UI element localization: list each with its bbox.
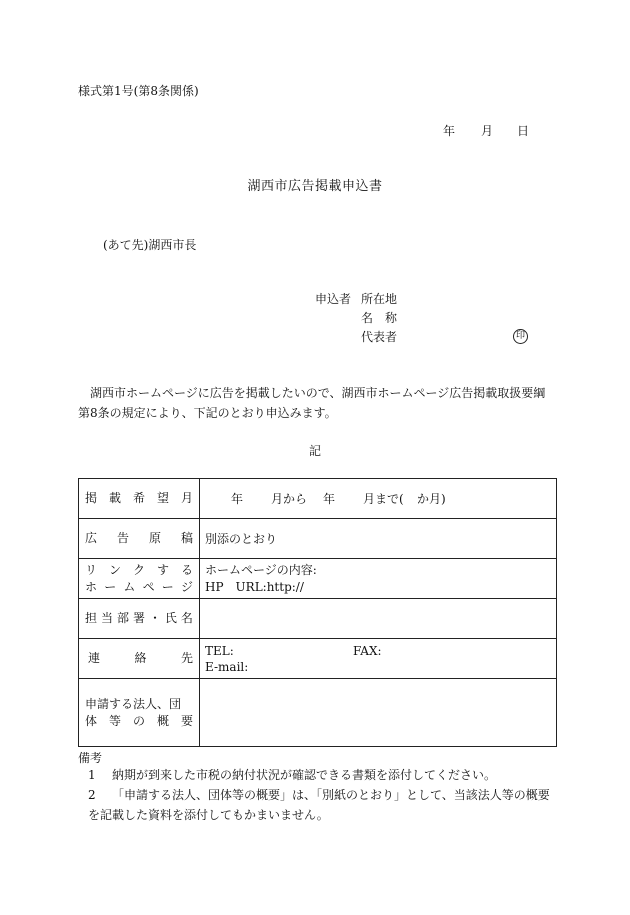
period-year-to: 年: [323, 492, 336, 506]
manuscript-value[interactable]: 別添のとおり: [200, 519, 557, 559]
application-date: [443, 124, 529, 138]
manuscript-label: 広 告 原 稿: [85, 531, 193, 545]
organization-label-line2: 体 等 の 概 要: [85, 713, 193, 728]
staff-label: 担 当 部 署 ・ 氏 名: [85, 611, 193, 625]
table-row-staff: [79, 599, 557, 639]
form-number: 様式第1号(第8条関係): [78, 84, 199, 98]
organization-label-line1: 申請する法人、団: [85, 696, 182, 711]
fax-label: FAX:: [353, 643, 382, 658]
period-value[interactable]: [200, 479, 557, 519]
seal-mark: 印: [513, 329, 528, 344]
note-item-1: [88, 765, 558, 785]
link-value[interactable]: [200, 559, 557, 599]
table-row-period: [79, 479, 557, 519]
period-month-to: 月まで(: [363, 492, 404, 506]
applicant-address-label: 所在地: [361, 292, 398, 306]
application-statement: 湖西市ホームページに広告を掲載したいので、湖西市ホームページ広告掲載取扱要綱第8条の規定により、下記のとおり申込みます。: [78, 386, 546, 420]
table-row-contact: [79, 639, 557, 679]
link-url-label: HP URL:http://: [205, 579, 304, 594]
link-label-line1: リ ン ク す る: [85, 562, 193, 577]
period-year-from: 年: [231, 492, 244, 506]
notes-title: 備考: [78, 751, 103, 765]
link-label-line2: ホ ー ム ペ ー ジ: [85, 579, 193, 594]
note-number: 2: [88, 788, 96, 802]
period-label: 掲 載 希 望 月: [85, 491, 193, 505]
application-form-table: [78, 478, 557, 747]
date-month-label: 月: [481, 124, 494, 138]
note-text: 「申請する法人、団体等の概要」は、「別紙のとおり」として、当該法人等の概要を記載した資料を添付してもかまいません。: [88, 788, 550, 822]
period-months: か月): [417, 492, 446, 506]
contact-label: 連 絡 先: [88, 651, 193, 665]
table-row-organization: [79, 679, 557, 747]
applicant-representative-label: 代表者: [361, 330, 398, 344]
date-year-label: 年: [443, 124, 456, 138]
table-row-manuscript: [79, 519, 557, 559]
note-number: 1: [88, 768, 96, 782]
table-row-link: [79, 559, 557, 599]
tel-label: TEL:: [205, 643, 234, 658]
note-text: 納期が到来した市税の納付状況が確認できる書類を添付してください。: [112, 768, 497, 782]
organization-value[interactable]: [200, 679, 557, 747]
applicant-name-label: 名 称: [361, 311, 398, 325]
addressee: (あて先)湖西市長: [103, 238, 197, 252]
note-item-2: [88, 785, 550, 825]
date-day-label: 日: [517, 124, 530, 138]
link-content-label: ホームページの内容:: [205, 562, 317, 577]
applicant-label: 申込者: [315, 292, 352, 306]
staff-value[interactable]: [200, 599, 557, 639]
period-month-from: 月から: [271, 492, 308, 506]
ki-heading: 記: [308, 444, 321, 458]
contact-value[interactable]: [200, 639, 557, 679]
document-title: 湖西市広告掲載申込書: [247, 179, 383, 194]
email-label: E-mail:: [205, 659, 249, 674]
